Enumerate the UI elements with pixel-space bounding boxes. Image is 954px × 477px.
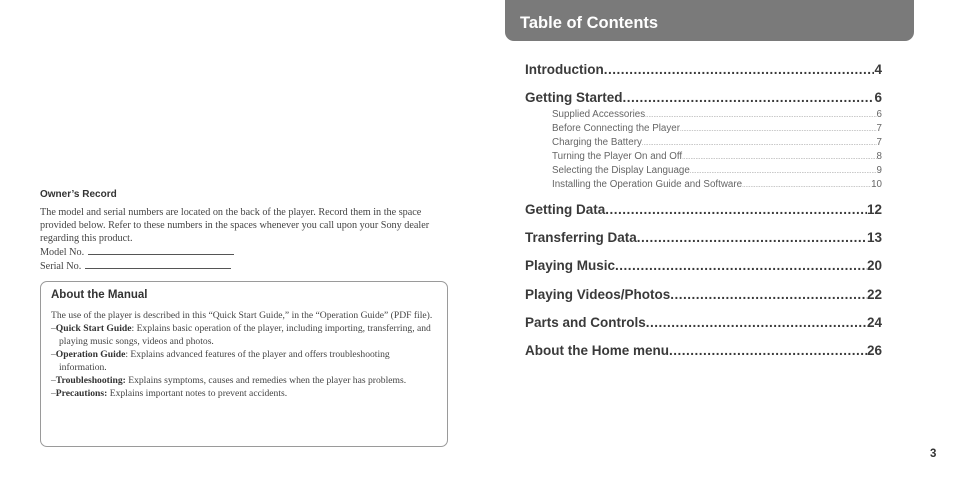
toc-subentry-page: 9 [876,165,882,176]
toc-entry-page: 12 [866,202,882,217]
toc-entry-page: 26 [866,343,882,358]
about-manual-item: –Precautions: Explains important notes to prevent accidents. [51,388,288,399]
toc-entry-page: 20 [866,258,882,273]
toc-entry-title: Parts and Controls [525,315,646,330]
toc-subentry-title: Supplied Accessories [552,109,646,120]
about-manual-term: Precautions: [55,388,108,399]
about-manual-heading: About the Manual [51,289,148,301]
about-manual-text: Explains symptoms, causes and remedies when the player has problems. [125,375,407,386]
serial-number-blank [85,259,231,269]
leader-dots [646,315,867,330]
toc-subentry-title: Charging the Battery [552,137,642,148]
about-manual-intro: The use of the player is described in this “Quick Start Guide,” in the “Operation Guide” (PDF file). [51,310,433,321]
toc-entry-page: 24 [866,315,882,330]
toc-entry-parts-and-controls[interactable] [525,315,882,330]
leader-dots [642,141,877,147]
toc-subentry-page: 8 [876,151,882,162]
toc-entry-title: Introduction [525,62,604,77]
toc-title: Table of Contents [520,14,659,32]
leader-dots [645,113,876,119]
toc-entry-introduction[interactable] [525,62,882,77]
model-number-line [40,245,450,259]
about-manual-text: Explains important notes to prevent accidents. [107,388,288,399]
toc-subentry-title: Selecting the Display Language [552,165,690,176]
leader-dots [682,155,876,161]
model-number-label: Model No. [40,247,85,258]
page-number: 3 [930,448,937,460]
serial-number-line [40,259,450,273]
owners-record-section [40,189,450,273]
toc-subentry-charging-battery[interactable] [552,137,882,148]
toc-entry-getting-data[interactable] [525,202,882,217]
toc-entry-title: Getting Data [525,202,606,217]
about-manual-text: : Explains advanced features of the player and offers troubleshooting information. [59,349,390,373]
about-manual-item: –Quick Start Guide: Explains basic operation of the player, including importing, transferring, and playing music songs, videos and photos. [51,323,431,347]
toc-entry-getting-started[interactable] [525,90,882,105]
leader-dots [690,169,877,175]
toc-entry-page: 13 [866,230,882,245]
about-manual-list [51,322,437,400]
toc-subentry-title: Before Connecting the Player [552,123,680,134]
toc-subentry-page: 10 [871,179,882,190]
toc-entry-title: Playing Videos/Photos [525,287,671,302]
toc-entry-title: Transferring Data [525,230,637,245]
toc-header-bar [505,0,914,41]
toc-subentry-title: Turning the Player On and Off [552,151,683,162]
toc-subentry-page: 7 [876,123,882,134]
leader-dots [604,62,875,77]
toc-subentry-page: 6 [876,109,882,120]
about-manual-item: –Troubleshooting: Explains symptoms, causes and remedies when the player has problems. [51,375,407,386]
leader-dots [680,127,877,133]
about-manual-term: Operation Guide [55,349,126,360]
leader-dots [623,90,875,105]
toc-subentry-before-connecting[interactable] [552,123,882,134]
leader-dots [742,183,871,189]
owners-record-body: The model and serial numbers are located on the back of the player. Record them in the space provided below. Refer to these numbers in the spaces whenever you call upon your Sony dealer regarding this product. [40,207,430,244]
toc-entry-title: Playing Music [525,258,616,273]
toc-subentry-installing-guide[interactable] [552,179,882,190]
about-manual-text: : Explains basic operation of the player, including importing, transferring, and playing music songs, videos and photos. [59,323,431,347]
leader-dots [605,202,867,217]
toc-entry-title: Getting Started [525,90,623,105]
toc-subentry-turning-on-off[interactable] [552,151,882,162]
leader-dots [670,287,867,302]
toc-entry-playing-videos-photos[interactable] [525,287,882,302]
toc-subentry-page: 7 [876,137,882,148]
about-manual-box [40,281,448,447]
toc-entry-page: 4 [874,62,882,77]
about-manual-term: Quick Start Guide [55,323,132,334]
toc-subentry-display-language[interactable] [552,165,882,176]
about-manual-term: Troubleshooting: [55,375,126,386]
leader-dots [637,230,867,245]
toc-entry-playing-music[interactable] [525,258,882,273]
toc-entry-transferring-data[interactable] [525,230,882,245]
leader-dots [615,258,867,273]
owners-record-heading: Owner’s Record [40,189,117,200]
model-number-blank [88,245,234,255]
toc-entry-home-menu[interactable] [525,343,882,358]
toc-entry-page: 6 [874,90,882,105]
toc-subentry-supplied-accessories[interactable] [552,109,882,120]
about-manual-item: –Operation Guide: Explains advanced features of the player and offers troubleshooting information. [51,349,390,373]
leader-dots [669,343,867,358]
toc-entry-title: About the Home menu [525,343,669,358]
serial-number-label: Serial No. [40,261,82,272]
toc-entry-page: 22 [866,287,882,302]
toc-subentry-title: Installing the Operation Guide and Software [552,179,743,190]
